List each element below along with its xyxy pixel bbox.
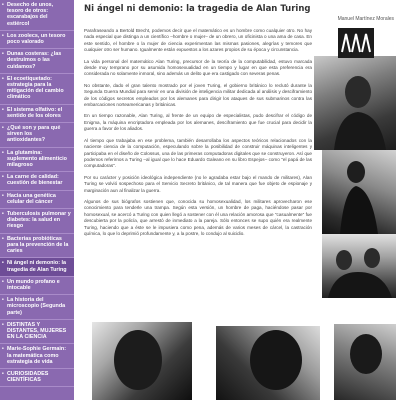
sidebar-item-genetica-cancer[interactable]: • Hacia una genética celular del cáncer [0,191,74,209]
article-author: Manuel Martínez Morales [337,16,394,22]
sidebar-item-dunas[interactable]: • Dunas costeras: ¿las destruimos o las cuidamos? [0,49,74,74]
sidebar-item-antioxidantes[interactable]: • ¿Qué son y para qué sirven los antioxidantes? [0,123,74,148]
side-silhouette [334,324,396,400]
profile-silhouette [216,326,320,400]
turing-photo-portrait [314,56,396,150]
sidebar-item-alan-turing[interactable]: • Ni ángel ni demonio: la tragedia de Alan Turing [0,258,74,276]
turing-photo-running [322,150,396,234]
running-silhouette [322,150,396,234]
logo-mark-icon [338,28,374,58]
sidebar-item-escarabajos[interactable]: • Desecho de unos, tesoro de otros: escarabajos del estiércol [0,0,74,31]
turing-photo-face [92,322,192,400]
turing-photo-side [334,324,396,400]
sidebar-item-mujeres-ciencia[interactable]: • DISTINTAS Y DISTANTES, MUJERES EN LA CIENCIA [0,320,74,345]
sidebar-item-probioticas[interactable]: • Bacterias probióticas para la prevención de la caries [0,234,74,259]
sidebar-item-carne[interactable]: • La carne de calidad: cuestión de bienestar [0,172,74,190]
sidebar [0,0,74,400]
article-paragraph: Por su carácter y posición ideológica independiente (no le agradaba estar bajo el mando de militares), Alan Turing se volvió sospechoso para el Servicio Secreto británico, de tal manera que fue objeto de espionaje y marginación aun al finalizar la guerra. [84,174,312,193]
sidebar-item-ecoetiquetado[interactable]: • El ecoetiquetado: estrategia para la mitigación del cambio climático [0,74,74,105]
portrait-silhouette [314,56,396,150]
sidebar-menu [0,0,74,387]
article-paragraph: En un tiempo razonable, Alan Turing, al frente de un equipo de especialistas, pudo descifrar el código de Enigma, la máquina encriptadora empleada por los alemanes, desciframiento que fue crucial para decidir la guerra a favor de los aliados. [84,113,312,132]
sidebar-item-mundo-profano[interactable]: • Un mundo profano e intocable [0,277,74,295]
sidebar-item-tuberculosis[interactable]: • Tuberculosis pulmonar y diabetes: la salud en riesgo [0,209,74,234]
article-paragraph: Al tiempo que trabajaba en ese problema, también desarrollaba los aspectos teóricos relacionados con la naciente ciencia de la computación, especulando sobre la posibilidad de construir máquinas inteligentes y participaba en el diseño de Colossus, una de las primeras computadoras digitales que se construyeron. Así que podemos referirnos a Turing –al igual que lo hace Eduardo Galeano en su libro Espejos– como "el papá de las computadoras". [84,137,312,169]
sidebar-item-glutamina[interactable]: • La glutamina: suplemento alimenticio milagroso [0,148,74,173]
article-title: Ni ángel ni demonio: la tragedia de Alan Turing [84,4,311,14]
site-logo [338,28,374,58]
turing-photo-group [322,234,396,298]
article-paragraph: La vida personal del matemático Alan Turing, precursor de la teoría de la computabilidad, estuvo marcada desde muy temprano por su asumida homosexualidad en un tiempo y lugar en que esta preferencia era considerada no solamente inmoral, sino además un delito que era castigado con severas penas. [84,58,312,77]
sidebar-item-microscopio[interactable]: • La historia del microscopio (Segunda parte) [0,295,74,320]
article-paragraph: Parafraseando a Bertold Brecht, podemos decir que el matemático es un hombre como cualquier otro. No hay nada especial que distinga a un científico –hombre o mujer– de un obrero, un oficinista o una ama de casa. En este sentido, el hombre o la mujer de ciencia experimentan las mismas pasiones, alegrías y temores que cualquier otro ser humano. Igualmente están expuestos a los azares propios de su época y circunstancia. [84,28,312,53]
face-silhouette [92,322,192,400]
turing-photo-profile [216,326,320,400]
sidebar-item-sophie-germain[interactable]: • Marie-Sophie Germain: la matemática como estrategia de vida [0,344,74,369]
sidebar-item-zoolecs[interactable]: • Los zoolecs, un tesoro poco valorado [0,31,74,49]
article [76,0,398,400]
article-body [84,28,312,242]
sidebar-item-sistema-olfativo[interactable]: • El sistema olfativo: el sentido de los olores [0,105,74,123]
group-silhouette [322,234,396,298]
sidebar-item-curiosidades[interactable]: • CURIOSIDADES CIENTÍFICAS [0,369,74,387]
article-paragraph: Algunos de sus biógrafos sostienen que, conocida su homosexualidad, los militares aprovecharon ese conocimiento para tenderle una trampa. Según esta versión, un hombre de paga, haciéndose pasar por homosexual, se acercó a Turing con quien llegó a sostener con él una relación amorosa que "casualmente" fue descubierta por la policía, que arrestó de inmediato a la pareja. Sólo entonces se supo quién era realmente Turing, haciendo que a éste se le impusiera como pena, además de varios meses de cárcel, la castración química, lo que lo deprimió profundamente y, a la postre, lo condujo al suicidio. [84,198,312,236]
article-paragraph: No obstante, dado el gran talento mostrado por el joven Turing, el gobierno británico lo reclutó durante la Segunda Guerra Mundial para servir en una división de inteligencia militar dedicada al análisis y desciframiento de los códigos secretos empleados por los alemanes para dirigir los ataques de sus submarinos contra las embarcaciones norteamericanas y británicas. [84,82,312,108]
